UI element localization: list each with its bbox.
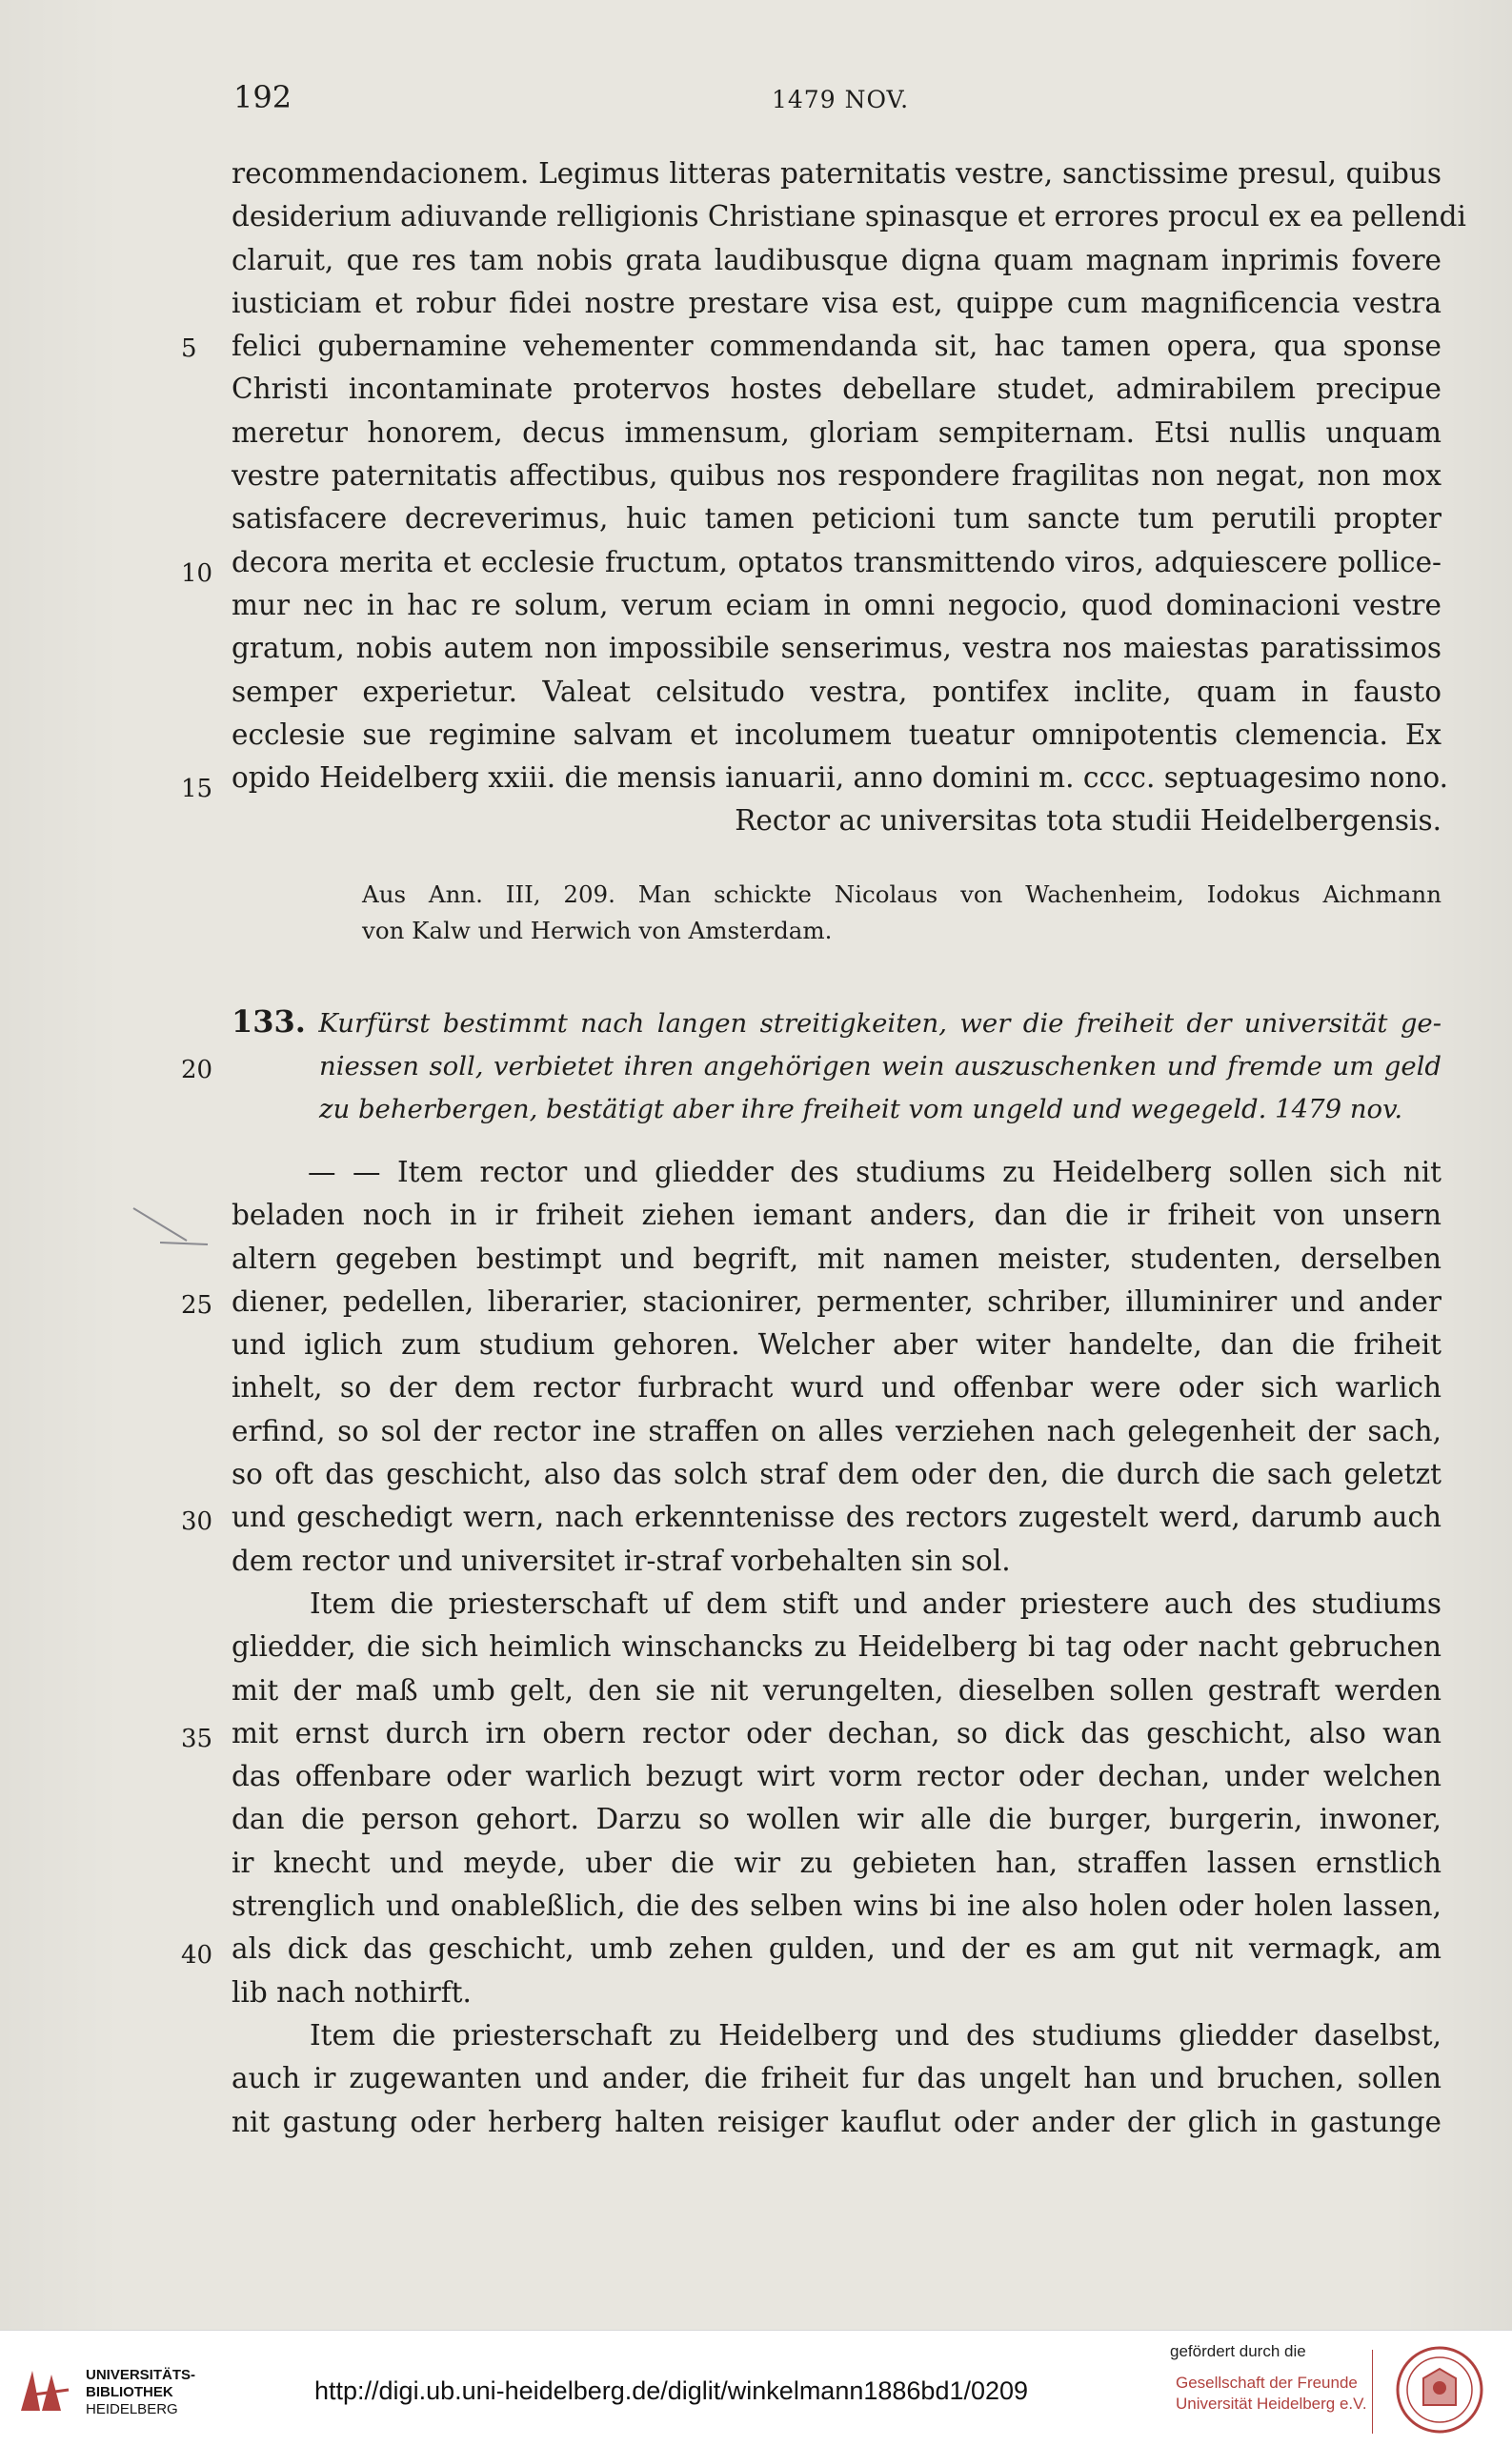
text-line: claruit, que res tam nobis grata laudibusque digna quam magnam inprimis fovere bbox=[232, 243, 1441, 276]
note-line: Aus Ann. III, 209. Man schickte Nicolaus von Wachenheim, Iodokus Aichmann bbox=[362, 880, 1441, 908]
line-number: 35 bbox=[181, 1725, 213, 1753]
text-line: erfind, so sol der rector ine straffen on alles verziehen nach gelegenheit der sach, bbox=[232, 1414, 1441, 1447]
library-name-line: HEIDELBERG bbox=[86, 2401, 178, 2417]
library-name-line: UNIVERSITÄTS- bbox=[86, 2367, 196, 2383]
text-line: vestre paternitatis affectibus, quibus nos respondere fragilitas non negat, non mox bbox=[232, 459, 1441, 493]
note-line: von Kalw und Herwich von Amsterdam. bbox=[362, 917, 833, 944]
text-line: beladen noch in ir friheit ziehen iemant anders, dan die ir friheit von unsern bbox=[232, 1199, 1441, 1232]
letter-text bbox=[232, 152, 1466, 843]
line-number: 20 bbox=[181, 1056, 213, 1084]
sponsor-name-line: Universität Heidelberg e.V. bbox=[1176, 2395, 1367, 2413]
viewer-footer bbox=[0, 2330, 1512, 2446]
line-number: 15 bbox=[181, 775, 213, 803]
text-line: mur nec in hac re solum, verum eciam in omni negocio, quod dominacioni vestre bbox=[232, 588, 1441, 621]
text-line: so oft das geschicht, also das solch straf dem oder den, die durch die sach geletzt bbox=[232, 1458, 1441, 1491]
sponsor-name-line: Gesellschaft der Freunde bbox=[1176, 2374, 1358, 2392]
text-line: Item die priesterschaft zu Heidelberg und des studiums gliedder daselbst, bbox=[310, 2018, 1441, 2052]
text-line: opido Heidelberg xxiii. die mensis ianuarii, anno domini m. cccc. septuagesimo nono. bbox=[232, 761, 1449, 795]
text-line: mit der maß umb gelt, den sie nit verungelten, dieselben sollen gestraft werden bbox=[232, 1673, 1441, 1707]
text-line: ecclesie sue regimine salvam et incolumem tueatur omnipotentis clemencia. Ex bbox=[232, 718, 1441, 751]
text-line: lib nach nothirft. bbox=[232, 1975, 472, 2009]
heading-line: niessen soll, verbietet ihren angehörigen wein auszuschenken und fremde um geld bbox=[319, 1051, 1441, 1081]
line-number: 40 bbox=[181, 1941, 213, 1970]
library-name bbox=[86, 2367, 195, 2418]
text-line: satisfacere decreverimus, huic tamen peticioni tum sancte tum perutili propter bbox=[232, 502, 1441, 536]
page-number: 192 bbox=[233, 79, 292, 115]
running-header-date: 1479 NOV. bbox=[772, 86, 910, 113]
line-number: 10 bbox=[181, 559, 213, 588]
text-line: felici gubernamine vehementer commendanda sit, hac tamen opera, qua sponse bbox=[232, 330, 1441, 363]
line-number: 5 bbox=[181, 334, 197, 363]
source-note bbox=[362, 877, 1441, 949]
text-line: iusticiam et robur fidei nostre prestare visa est, quippe cum magnificencia vestra bbox=[232, 286, 1441, 319]
margin-pencil-mark-icon bbox=[131, 1203, 217, 1250]
text-line: dan die person gehort. Darzu so wollen wir alle die burger, burgerin, inwoner, bbox=[232, 1803, 1441, 1836]
sponsor-name bbox=[1176, 2373, 1367, 2415]
university-seal-icon bbox=[1387, 2344, 1492, 2436]
heading-line bbox=[232, 1001, 1441, 1045]
text-line: diener, pedellen, liberarier, stacionirer, permenter, schriber, illuminirer und ander bbox=[232, 1284, 1441, 1318]
text-line: strenglich und onableßlich, die des selben wins bi ine also holen oder holen lassen, bbox=[232, 1890, 1441, 1923]
library-name-line: BIBLIOTHEK bbox=[86, 2384, 173, 2400]
text-line: gliedder, die sich heimlich winschancks zu Heidelberg bi tag oder nacht gebruchen bbox=[232, 1630, 1441, 1664]
text-line: — — Item rector und gliedder des studiums zu Heidelberg sollen sich nit bbox=[308, 1156, 1441, 1188]
signature-line: Rector ac universitas tota studii Heidelbergensis. bbox=[735, 804, 1441, 838]
text-line: altern gegeben bestimpt und begrift, mit namen meister, studenten, derselben bbox=[232, 1242, 1441, 1275]
text-line: gratum, nobis autem non impossibile senserimus, vestra nos maiestas paratissimos bbox=[232, 632, 1441, 665]
ordinance-text bbox=[232, 1151, 1441, 2144]
text-line: als dick das geschicht, umb zehen gulden, und der es am gut nit vermagk, am bbox=[232, 1932, 1441, 1966]
text-line: nit gastung oder herberg halten reisiger kauflut oder ander der glich in gastunge bbox=[232, 2105, 1441, 2138]
heading-line: zu beherbergen, bestätigt aber ihre freiheit vom ungeld und wegegeld. 1479 nov. bbox=[319, 1094, 1403, 1124]
text-line: semper experietur. Valeat celsitudo vestra, pontifex inclite, quam in fausto bbox=[232, 675, 1441, 708]
text-line: Item die priesterschaft uf dem stift und ander priestere auch des studiums bbox=[310, 1587, 1441, 1620]
permalink-url[interactable]: http://digi.ub.uni-heidelberg.de/diglit/winkelmann1886bd1/0209 bbox=[314, 2376, 1029, 2405]
text-line: und iglich zum studium gehoren. Welcher aber witer handelte, dan die friheit bbox=[232, 1328, 1441, 1362]
text-line: decora merita et ecclesie fructum, optatos transmittendo viros, adquiescere pollice- bbox=[232, 545, 1441, 578]
funded-by-label: gefördert durch die bbox=[1170, 2342, 1306, 2360]
university-library-logo-icon bbox=[13, 2361, 74, 2418]
text-line: meretur honorem, decus immensum, gloriam sempiternam. Etsi nullis unquam bbox=[232, 415, 1441, 449]
text-line: ir knecht und meyde, uber die wir zu gebieten han, straffen lassen ernstlich bbox=[232, 1846, 1441, 1879]
text-line: auch ir zugewanten und ander, die friheit fur das ungelt han und bruchen, sollen bbox=[232, 2062, 1441, 2095]
text-line: dem rector und universitet ir-straf vorbehalten sin sol. bbox=[232, 1544, 1011, 1577]
text-line: mit ernst durch irn obern rector oder dechan, so dick das geschicht, also wan bbox=[232, 1716, 1441, 1749]
heading-text: Kurfürst bestimmt nach langen streitigkeiten, wer die freiheit der universität ge- bbox=[318, 1008, 1441, 1039]
text-line: Christi incontaminate protervos hostes debellare studet, admirabilem precipue bbox=[232, 373, 1441, 406]
text-line: das offenbare oder warlich bezugt wirt vorm rector oder dechan, under welchen bbox=[232, 1760, 1441, 1793]
footer-divider bbox=[1372, 2350, 1373, 2434]
text-line: inhelt, so der dem rector furbracht wurd und offenbar were oder sich warlich bbox=[232, 1371, 1441, 1405]
text-line: recommendacionem. Legimus litteras paternitatis vestre, sanctissime presul, quibus bbox=[232, 157, 1441, 190]
line-number: 25 bbox=[181, 1291, 213, 1320]
line-number: 30 bbox=[181, 1507, 213, 1536]
text-line: und geschedigt wern, nach erkenntenisse des rectors zugestelt werd, darumb auch bbox=[232, 1501, 1441, 1534]
section-number: 133. bbox=[232, 1003, 306, 1040]
text-line: desiderium adiuvande relligionis Christiane spinasque et errores procul ex ea pellendi bbox=[232, 200, 1466, 233]
section-heading bbox=[232, 1001, 1441, 1131]
